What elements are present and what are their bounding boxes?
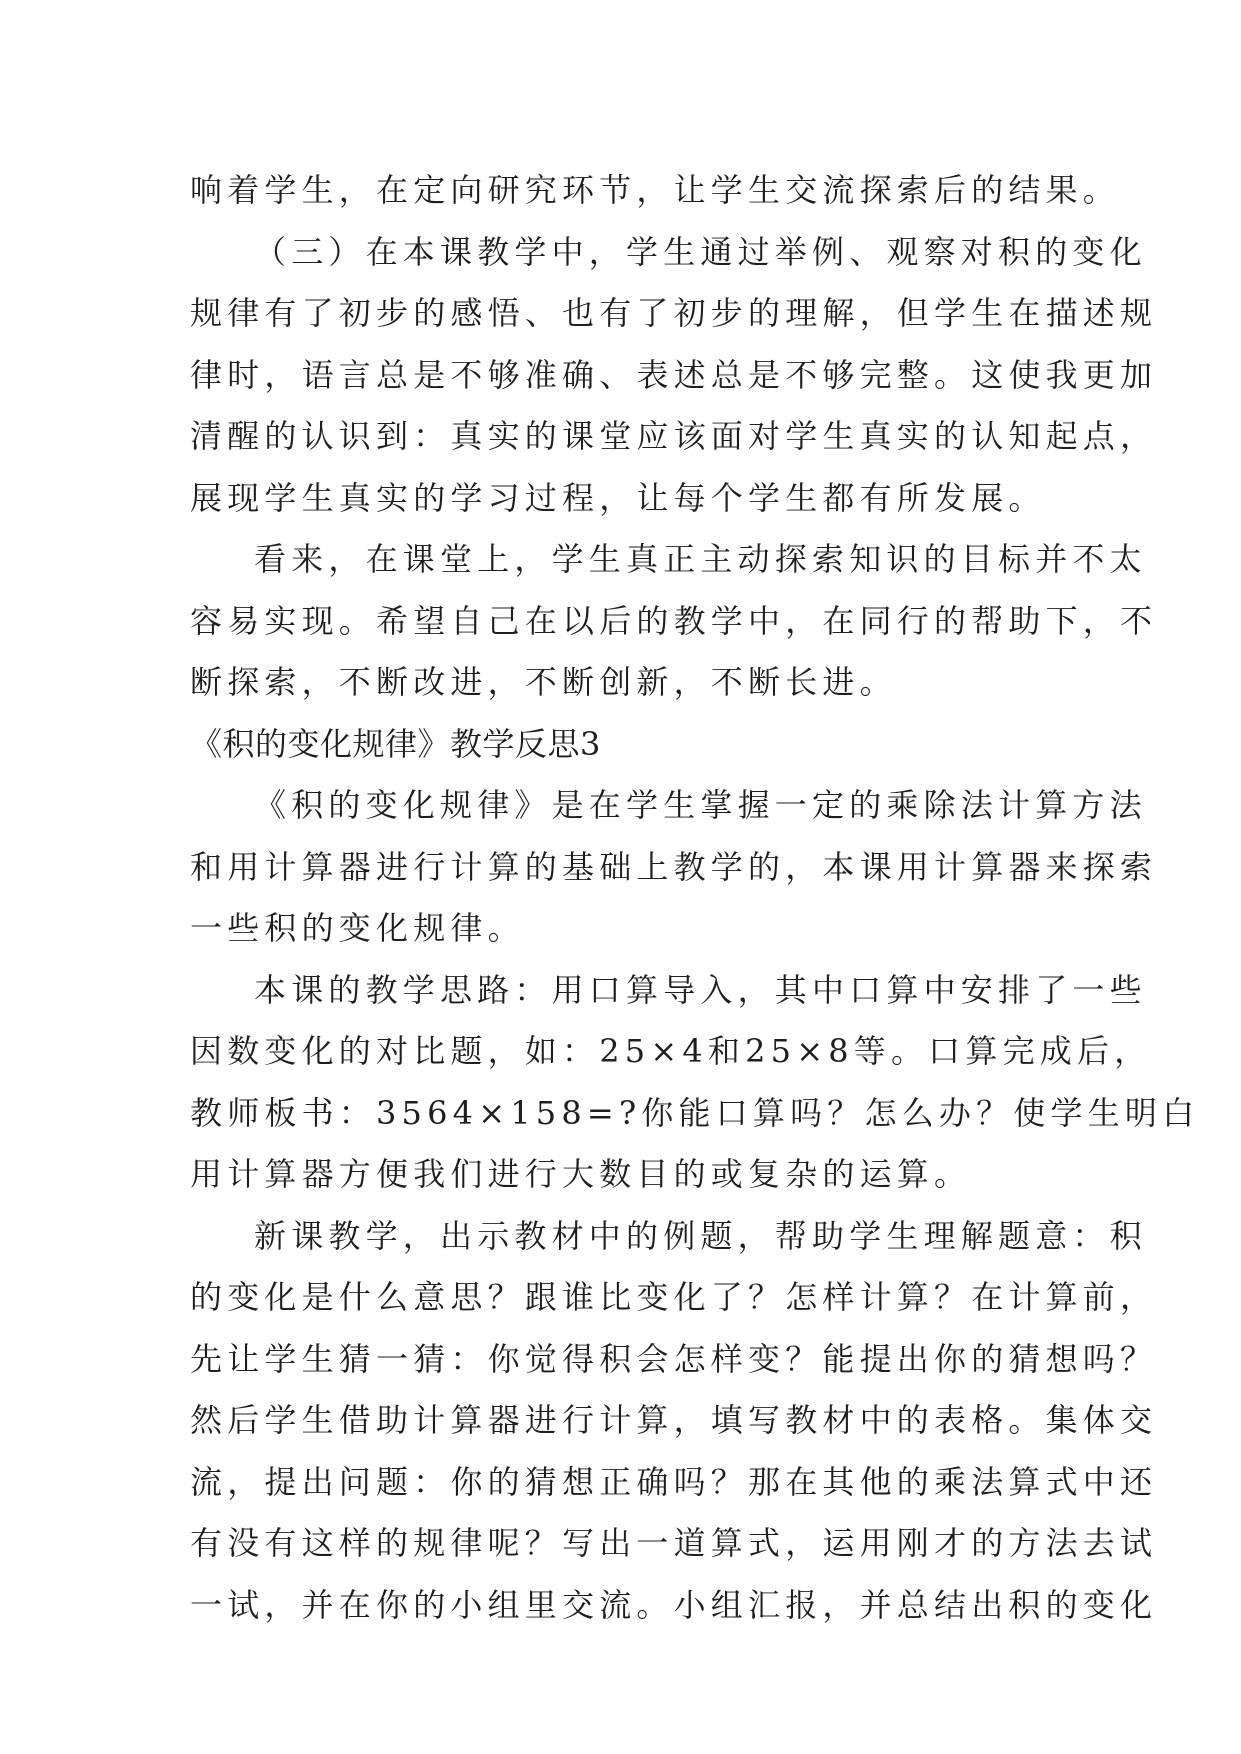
paragraph-start-line: 《积的变化规律》是在学生掌握一定的乘除法计算方法: [254, 786, 1147, 824]
text-line: 清醒的认识到：真实的课堂应该面对学生真实的认知起点，: [190, 417, 1158, 455]
paragraph-start-line: 本课的教学思路：用口算导入，其中口算中安排了一些: [254, 970, 1147, 1009]
text-line: 用计算器方便我们进行大数目的或复杂的运算。: [190, 1155, 972, 1193]
text-line: 展现学生真实的学习过程，让每个学生都有所发展。: [190, 478, 1046, 517]
text-line: 一些积的变化规律。: [190, 909, 525, 947]
paragraph-start-line: （三）在本课教学中，学生通过举例、观察对积的变化: [254, 232, 1147, 271]
text-line: 容易实现。希望自己在以后的教学中，在同行的帮助下，不: [190, 601, 1158, 640]
text-line: 有没有这样的规律呢？写出一道算式，运用刚才的方法去试: [190, 1524, 1158, 1562]
document-body: [190, 160, 1200, 1636]
text-line: 断探索，不断改进，不断创新，不断长进。: [190, 663, 897, 701]
text-line: 先让学生猜一猜：你觉得积会怎样变？能提出你的猜想吗？: [190, 1339, 1158, 1378]
text-line: 规律有了初步的感悟、也有了初步的理解，但学生在描述规: [190, 294, 1158, 332]
paragraph-start-line: 新课教学，出示教材中的例题，帮助学生理解题意：积: [254, 1216, 1147, 1255]
section-title: 《积的变化规律》教学反思3: [190, 724, 601, 763]
paragraph-start-line: 看来，在课堂上，学生真正主动探索知识的目标并不太: [254, 540, 1147, 578]
text-line: 因数变化的对比题，如：25×4和25×8等。口算完成后，: [190, 1032, 1152, 1070]
text-line: 律时，语言总是不够准确、表述总是不够完整。这使我更加: [190, 355, 1158, 394]
text-line: 一试，并在你的小组里交流。小组汇报，并总结出积的变化: [190, 1585, 1158, 1624]
text-line: 然后学生借助计算器进行计算，填写教材中的表格。集体交: [190, 1401, 1158, 1439]
text-line: 教师板书：3564×158=?你能口算吗？怎么办？使学生明白: [190, 1093, 1200, 1132]
text-line: 响着学生，在定向研究环节，让学生交流探索后的结果。: [190, 171, 1121, 209]
text-line: 的变化是什么意思？跟谁比变化了？怎样计算？在计算前，: [190, 1278, 1158, 1316]
text-line: 和用计算器进行计算的基础上教学的，本课用计算器来探索: [190, 847, 1158, 886]
text-line: 流，提出问题：你的猜想正确吗？那在其他的乘法算式中还: [190, 1462, 1158, 1501]
